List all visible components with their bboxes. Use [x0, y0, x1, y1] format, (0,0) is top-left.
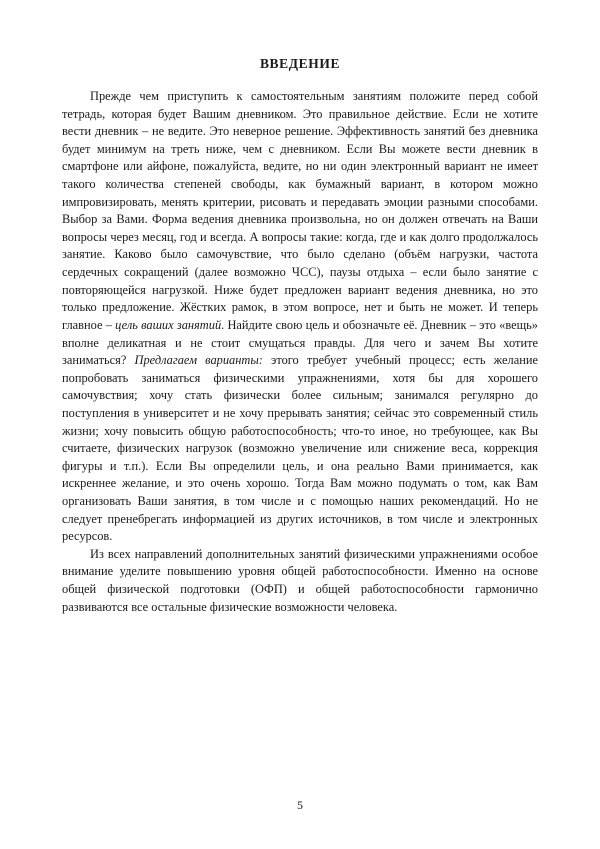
- emphasis-offer-options: Предлагаем варианты:: [134, 353, 263, 368]
- paragraph-1-part-1: Прежде чем приступить к самостоятельным занятиям положите перед собой тетрадь, которая будет Вашим дневником. Это правильное действие. Если не хотите вести дневник – не ведите. Это неверное решение. Эффективность занятий без дневника будет минимум на треть ниже, чем с дневником. Если Вы можете вести дневник в смартфоне или айфоне, пожалуйста, ведите, но ни один электронный вариант не имеет такого количества степеней свободы, как бумажный вариант, в котором можно импровизировать, менять критерии, рисовать и передавать эмоции разными способами. Выбор за Вами. Форма ведения дневника произвольна, но он должен отвечать на Ваши вопросы через месяц, год и всегда. А вопросы такие: когда, где и как долго продолжалось занятие. Каково было самочувствие, что было сделано (объём нагрузки, частота сердечных сокращений (далее возможно ЧСС), паузы отдыха – если было занятие с повторяющейся нагрузкой. Ниже будет предложен вариант ведения дневника, но это только предложение. Жёстких рамок, в этом вопросе, нет и быть не может. И теперь главное –: [62, 89, 538, 332]
- paragraph-2: Из всех направлений дополнительных занятий физическими упражнениями особое внимание уделите повышению уровня общей работоспособности. Именно на основе общей физической подготовки (ОФП) и общей работоспособности гармонично развиваются все остальные физические возможности человека.: [62, 546, 538, 614]
- paragraph-1: [62, 88, 538, 546]
- paragraph-1-part-2: . Найдите свою цель и обозначьте её. Дневник – это «вещь» вполне деликатная и не стоит смущаться правды. Для чего и зачем Вы хотите заниматься?: [62, 317, 538, 368]
- page-number: 5: [297, 798, 303, 812]
- page-title: ВВЕДЕНИЕ: [259, 56, 341, 71]
- document-body: [62, 88, 538, 616]
- paragraph-1-part-3: этого требует учебный процесс; есть желание попробовать заниматься физическими упражнениями, хотя бы для хорошего самочувствия; хочу стать физически более сильным; занимался регулярно до поступления в университет и не хочу прерывать занятия; сейчас это современный стиль жизни; хочу повысить общую работоспособность; что-то иное, но требующее, как Вы считаете, физических нагрузок (возможно увеличение или снижение веса, коррекция фигуры и т.п.). Если Вы определили цель, и она реально Вами принимается, как искреннее желание, и это очень хорошо. Тогда Вам можно подумать о том, как Вам организовать Ваши занятия, в том числе и с помощью наших рекомендаций. Но не следует пренебрегать информацией из других источников, в том числе и электронных ресурсов.: [62, 353, 539, 544]
- emphasis-goal-of-training: цель ваших занятий: [115, 317, 222, 332]
